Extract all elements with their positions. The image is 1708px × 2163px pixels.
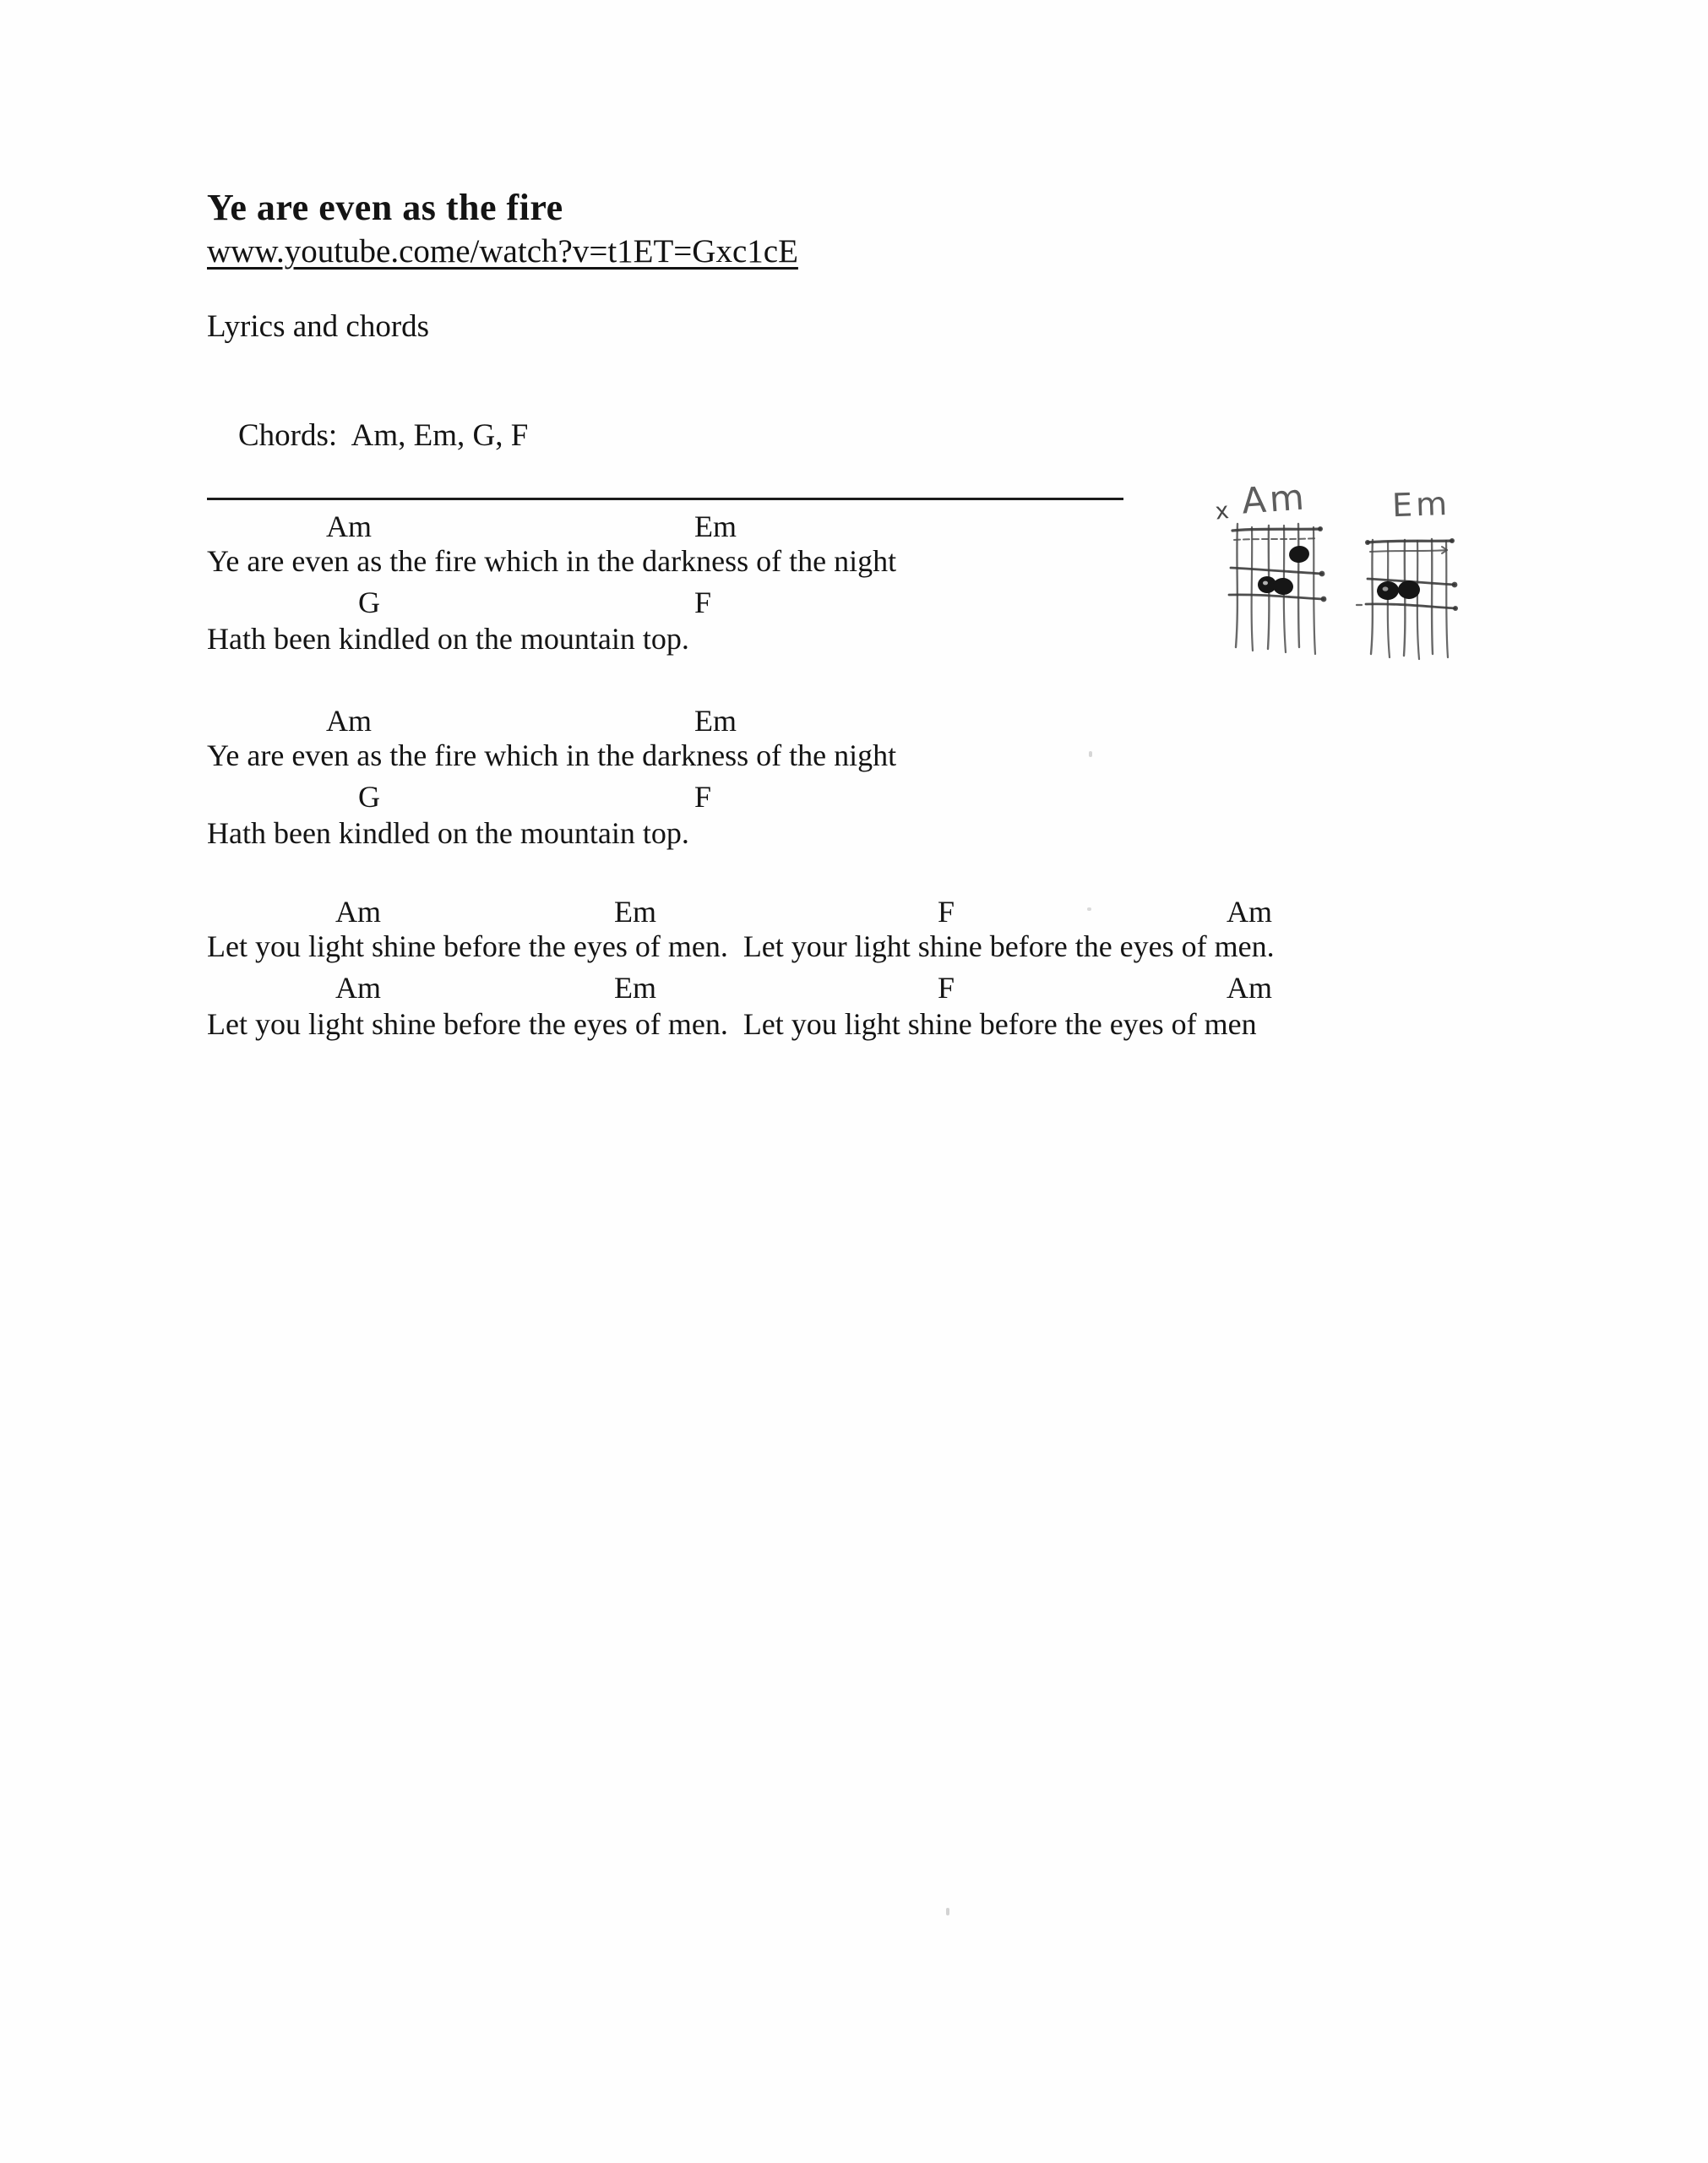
pencil-blob	[1321, 597, 1327, 602]
page-title: Ye are even as the fire	[207, 187, 563, 228]
chord-label: Am	[326, 704, 372, 738]
chord-label: Am	[326, 509, 372, 543]
chord-label: Em	[694, 509, 737, 543]
fret-line	[1234, 538, 1317, 540]
finger-dot	[1288, 544, 1311, 564]
scan-speck	[946, 1908, 949, 1915]
pencil-highlight	[1263, 581, 1268, 586]
string-line	[1252, 527, 1253, 651]
string-line	[1432, 539, 1433, 654]
pencil-blob	[1319, 571, 1325, 577]
nut-line	[1368, 541, 1452, 542]
chords-summary	[207, 389, 528, 482]
chord-label: Am	[335, 895, 381, 929]
fret-line	[1229, 595, 1324, 599]
chord-label: F	[938, 895, 955, 929]
section-divider	[207, 498, 1123, 500]
chords-summary-value: Am, Em, G, F	[351, 418, 529, 453]
scan-speck	[1087, 907, 1091, 911]
chord-row	[0, 779, 1708, 816]
scan-speck	[1089, 751, 1092, 757]
chord-label: F	[694, 780, 712, 814]
chord-label: F	[938, 971, 955, 1005]
finger-dot	[1272, 577, 1294, 596]
chord-label: Am	[1227, 895, 1272, 929]
chord-label: G	[358, 586, 380, 619]
lyric-line: Let you light shine before the eyes of men. Let your light shine before the eyes of men.	[207, 929, 1275, 963]
chord-label: Em	[614, 971, 656, 1005]
chords-summary-label: Chords:	[238, 418, 338, 453]
guitar-fretboard-drawing-em	[1347, 478, 1478, 673]
chord-label: Am	[335, 971, 381, 1005]
string-line	[1371, 540, 1373, 654]
fret-line	[1231, 568, 1322, 574]
string-line	[1417, 541, 1419, 659]
chord-row	[0, 703, 1708, 740]
fret-line	[1370, 550, 1447, 552]
nut-line	[1232, 529, 1320, 531]
chord-label: F	[694, 586, 712, 619]
string-line	[1236, 524, 1237, 647]
pencil-blob	[1365, 540, 1370, 545]
finger-dot	[1398, 580, 1420, 599]
subtitle: Lyrics and chords	[207, 309, 430, 344]
lyric-line: Ye are even as the fire which in the darkness of the night	[207, 738, 897, 772]
lyric-line: Hath been kindled on the mountain top.	[207, 622, 689, 656]
am-diagram-label: Am	[1240, 476, 1309, 522]
chord-row	[0, 970, 1708, 1007]
chord-label: Em	[614, 895, 656, 929]
string-line	[1314, 527, 1315, 654]
youtube-url-link[interactable]: www.youtube.come/watch?v=t1ET=Gxc1cE	[207, 233, 798, 270]
pencil-blob	[1453, 606, 1458, 611]
pencil-blob	[1452, 582, 1458, 588]
lyric-line: Ye are even as the fire which in the darkness of the night	[207, 544, 897, 578]
pencil-highlight	[1383, 586, 1389, 591]
string-line	[1298, 524, 1299, 647]
mute-marker: x	[1214, 498, 1231, 526]
lyric-line: Let you light shine before the eyes of men. Let you light shine before the eyes of men	[207, 1007, 1257, 1041]
chord-label: Em	[694, 704, 737, 738]
lyric-line: Hath been kindled on the mountain top.	[207, 816, 689, 850]
chord-label: G	[358, 780, 380, 814]
chord-label: Am	[1227, 971, 1272, 1005]
chord-row	[0, 894, 1708, 931]
pencil-blob	[1318, 526, 1323, 531]
pencil-blob	[1450, 538, 1455, 543]
finger-dot	[1376, 580, 1400, 601]
em-diagram-label: Em	[1391, 484, 1451, 525]
guitar-fretboard-drawing-am	[1204, 470, 1339, 668]
string-line	[1446, 541, 1448, 657]
fret-line	[1366, 604, 1455, 608]
